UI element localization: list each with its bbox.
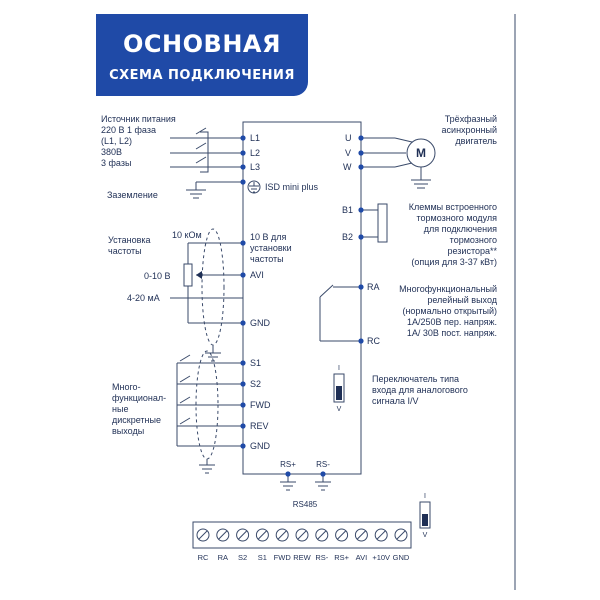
brake-desc-line4: тормозного xyxy=(449,235,497,245)
shield-analog xyxy=(202,229,224,345)
potentiometer xyxy=(184,264,192,286)
terminal-dot-left-4 xyxy=(240,240,245,245)
terminal-dot-right-6 xyxy=(358,338,363,343)
terminal-screw-slot-6 xyxy=(318,531,326,539)
rs485-ground-right xyxy=(315,482,331,490)
terminal-screw-slot-1 xyxy=(219,531,227,539)
current-range-label: 4-20 мА xyxy=(127,293,160,303)
terminal-label-fwd: FWD xyxy=(250,400,271,410)
motor-ground-symbol xyxy=(411,180,431,188)
freq-setting-line2: частоты xyxy=(108,246,142,256)
terminal-dot-left-11 xyxy=(240,443,245,448)
power-source-line5: 3 фазы xyxy=(101,158,132,168)
terminal-label-rev: REV xyxy=(250,421,269,431)
terminal-label-l1: L1 xyxy=(250,133,261,143)
pot-value-label: 10 кОм xyxy=(172,230,202,240)
terminal-dot-left-7 xyxy=(240,360,245,365)
ref-voltage-line2: установки xyxy=(250,243,292,253)
voltage-range-label: 0-10 В xyxy=(144,271,171,281)
terminal-dot-right-3 xyxy=(358,207,363,212)
brake-desc-line1: Клеммы встроенного xyxy=(408,202,497,212)
rs-minus-label: RS- xyxy=(316,460,330,469)
relay-desc-line4: 1А/250В пер. напряж. xyxy=(406,317,497,327)
terminal-block-label-10: GND xyxy=(392,553,410,562)
terminal-block-label-5: REW xyxy=(293,553,311,562)
iv-switch-mark-i: I xyxy=(338,365,340,372)
terminal-screw-slot-9 xyxy=(377,531,385,539)
discrete-line1: Много- xyxy=(112,382,141,392)
terminal-block-label-2: S2 xyxy=(238,553,248,562)
brake-resistor xyxy=(378,204,387,242)
brake-desc-line3: для подключения xyxy=(423,224,497,234)
terminal-screw-slot-2 xyxy=(239,531,247,539)
rs485-ground-left xyxy=(280,482,296,490)
motor-desc-line2: асинхронный xyxy=(441,125,497,135)
power-source-line2: 220 В 1 фаза xyxy=(101,125,156,135)
terminal-label-avi: AVI xyxy=(250,270,264,280)
motor-symbol-label: M xyxy=(416,146,426,160)
motor-desc-line3: двигатель xyxy=(455,136,497,146)
power-source-line1: Источник питания xyxy=(101,114,176,124)
brake-desc-line2: тормозного модуля xyxy=(416,213,497,223)
terminal-block-label-7: RS+ xyxy=(334,553,350,562)
rs-plus-label: RS+ xyxy=(280,460,296,469)
pot-wiper-arrow xyxy=(196,271,202,279)
discrete-line3: ные xyxy=(112,404,129,414)
terminal-block-label-9: +10V xyxy=(372,553,391,562)
block-switch-mark-i: I xyxy=(424,493,426,500)
terminal-screw-slot-10 xyxy=(397,531,405,539)
power-source-line3: (L1, L2) xyxy=(101,136,133,146)
terminal-label-s1: S1 xyxy=(250,358,262,368)
ground-symbol-digital xyxy=(199,465,215,473)
terminal-dot-left-10 xyxy=(240,423,245,428)
terminal-dot-right-4 xyxy=(358,234,363,239)
grounding-label: Заземление xyxy=(107,190,158,200)
earth-symbol xyxy=(248,181,260,193)
terminal-dot-left-0 xyxy=(240,135,245,140)
terminal-dot-right-0 xyxy=(358,135,363,140)
terminal-label-gnd1: GND xyxy=(250,318,270,328)
brake-desc-line6: (опция для 3-37 кВт) xyxy=(411,257,497,267)
rs485-dot-0 xyxy=(285,471,290,476)
iv-switch-mark-v: V xyxy=(336,406,342,413)
input-switch-contacts xyxy=(180,355,190,424)
terminal-label-s2: S2 xyxy=(250,379,262,389)
terminal-label-v: V xyxy=(345,148,352,158)
discrete-line2: функционал- xyxy=(112,393,167,403)
terminal-label-b2: B2 xyxy=(342,232,354,242)
discrete-line4: дискретные xyxy=(112,415,161,425)
iv-switch-block-knob xyxy=(422,514,428,526)
terminal-screw-slot-7 xyxy=(338,531,346,539)
terminal-label-gnd2: GND xyxy=(250,441,270,451)
terminal-block-label-1: RA xyxy=(217,553,229,562)
terminal-label-ra: RA xyxy=(367,282,380,292)
terminal-dot-left-8 xyxy=(240,381,245,386)
freq-setting-line1: Установка xyxy=(108,235,151,245)
switch-desc-line2: входа для аналогового xyxy=(372,385,468,395)
terminal-label-rc: RC xyxy=(367,336,380,346)
terminal-dot-left-5 xyxy=(240,272,245,277)
terminal-dot-right-2 xyxy=(358,164,363,169)
terminal-block-label-4: FWD xyxy=(273,553,291,562)
ref-voltage-line1: 10 В для xyxy=(250,232,287,242)
terminal-dot-left-6 xyxy=(240,320,245,325)
terminal-label-u: U xyxy=(345,133,352,143)
ground-symbol-left xyxy=(186,190,206,198)
terminal-screw-slot-5 xyxy=(298,531,306,539)
relay-desc-line1: Многофункциональный xyxy=(399,284,497,294)
rs485-dot-1 xyxy=(320,471,325,476)
relay-contact xyxy=(320,285,333,297)
switch-desc-line3: сигнала I/V xyxy=(372,396,419,406)
terminal-label-l3: L3 xyxy=(250,162,261,172)
terminal-dot-right-1 xyxy=(358,150,363,155)
switch-desc-line1: Переключатель типа xyxy=(372,374,460,384)
relay-desc-line3: (нормально открытый) xyxy=(402,306,497,316)
terminal-dot-left-3 xyxy=(240,179,245,184)
terminal-label-w: W xyxy=(343,162,352,172)
terminal-block-label-8: AVI xyxy=(355,553,368,562)
block-switch-mark-v: V xyxy=(422,532,428,539)
terminal-label-l2: L2 xyxy=(250,148,261,158)
drive-name-label: ISD mini plus xyxy=(265,182,319,192)
terminal-screw-slot-0 xyxy=(199,531,207,539)
discrete-line5: выходы xyxy=(112,426,145,436)
power-source-line4: 380В xyxy=(101,147,123,157)
rs485-label: RS485 xyxy=(292,500,318,509)
terminal-screw-slot-3 xyxy=(258,531,266,539)
motor-desc-line1: Трёхфазный xyxy=(444,114,497,124)
terminal-block-label-6: RS- xyxy=(315,553,329,562)
terminal-block-label-0: RC xyxy=(197,553,209,562)
breaker-contacts xyxy=(196,128,206,163)
terminal-block-label-3: S1 xyxy=(257,553,267,562)
relay-desc-line5: 1А/ 30В пост. напряж. xyxy=(406,328,497,338)
terminal-screw-slot-4 xyxy=(278,531,286,539)
ref-voltage-line3: частоты xyxy=(250,254,284,264)
terminal-dot-left-9 xyxy=(240,402,245,407)
terminal-label-b1: B1 xyxy=(342,205,354,215)
terminal-dot-left-1 xyxy=(240,150,245,155)
page-title: ОСНОВНАЯ xyxy=(123,30,281,58)
relay-desc-line2: релейный выход xyxy=(427,295,497,305)
page-subtitle: СХЕМА ПОДКЛЮЧЕНИЯ xyxy=(109,68,295,83)
terminal-screw-slot-8 xyxy=(357,531,365,539)
brake-desc-line5: резистора** xyxy=(447,246,497,256)
terminal-dot-left-2 xyxy=(240,164,245,169)
terminal-dot-right-5 xyxy=(358,284,363,289)
iv-switch-knob xyxy=(336,386,342,400)
